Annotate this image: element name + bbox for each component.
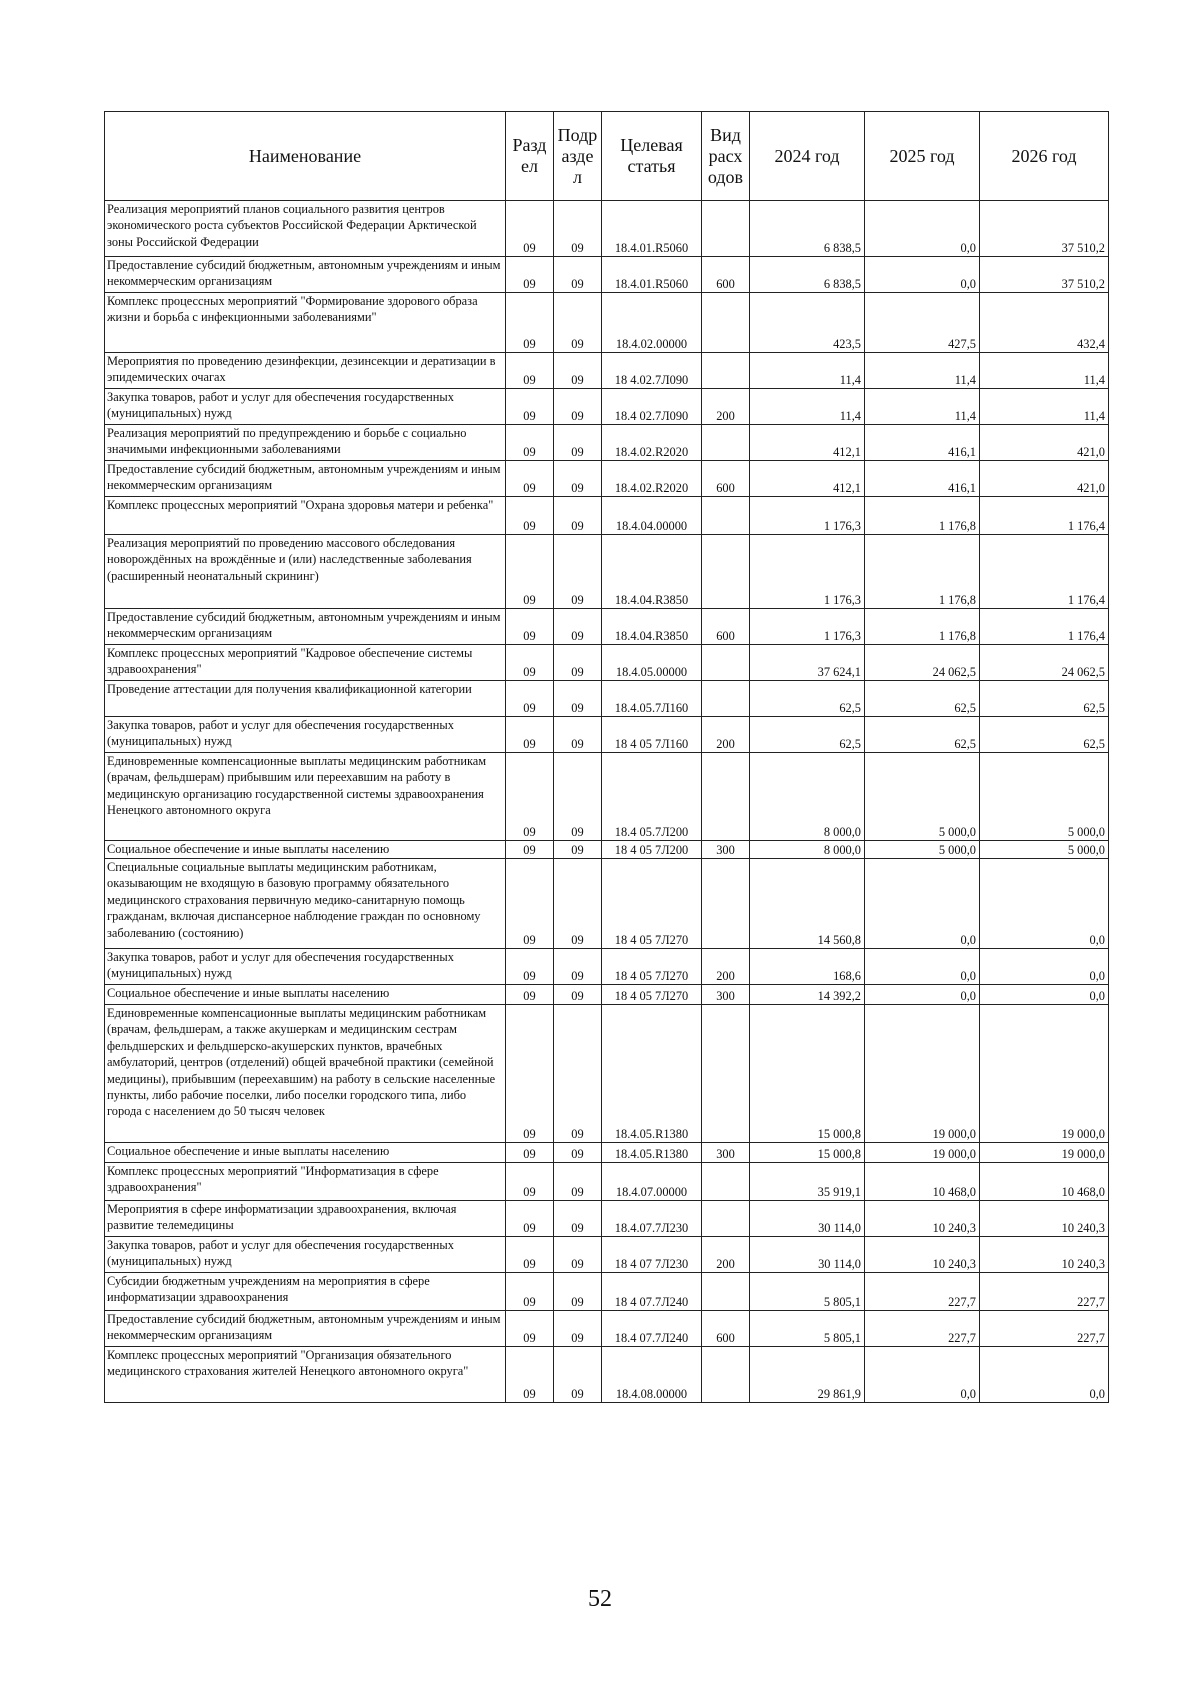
row-expense-type xyxy=(702,535,750,609)
row-expense-type xyxy=(702,1347,750,1403)
row-amount-2024: 1 176,3 xyxy=(750,497,865,535)
row-amount-2024: 15 000,8 xyxy=(750,1005,865,1143)
row-section: 09 xyxy=(506,1163,554,1201)
row-amount-2026: 421,0 xyxy=(980,461,1109,497)
table-row xyxy=(105,497,1109,535)
row-name: Мероприятия в сфере информатизации здравоохранения, включая развитие телемедицины xyxy=(105,1201,506,1237)
row-expense-type: 300 xyxy=(702,1143,750,1163)
row-name: Комплекс процессных мероприятий "Организация обязательного медицинского страхования жителей Ненецкого автономного округа" xyxy=(105,1347,506,1403)
row-expense-type xyxy=(702,425,750,461)
row-amount-2026: 37 510,2 xyxy=(980,201,1109,257)
row-subsection: 09 xyxy=(554,1273,602,1311)
row-amount-2026: 62,5 xyxy=(980,717,1109,753)
row-amount-2026: 24 062,5 xyxy=(980,645,1109,681)
row-target-article: 18 4 05 7Л200 xyxy=(602,841,702,859)
table-row xyxy=(105,717,1109,753)
row-section: 09 xyxy=(506,201,554,257)
row-expense-type: 600 xyxy=(702,257,750,293)
row-amount-2025: 227,7 xyxy=(865,1273,980,1311)
row-amount-2025: 5 000,0 xyxy=(865,753,980,841)
row-amount-2024: 14 560,8 xyxy=(750,859,865,949)
row-expense-type: 600 xyxy=(702,1311,750,1347)
row-target-article: 18 4 07 7Л230 xyxy=(602,1237,702,1273)
row-expense-type xyxy=(702,753,750,841)
row-amount-2024: 37 624,1 xyxy=(750,645,865,681)
row-section: 09 xyxy=(506,645,554,681)
row-expense-type: 600 xyxy=(702,461,750,497)
row-section: 09 xyxy=(506,681,554,717)
row-amount-2024: 30 114,0 xyxy=(750,1201,865,1237)
row-expense-type xyxy=(702,645,750,681)
row-name: Предоставление субсидий бюджетным, автономным учреждениям и иным некоммерческим организациям xyxy=(105,257,506,293)
row-expense-type xyxy=(702,293,750,353)
table-row xyxy=(105,1201,1109,1237)
row-amount-2025: 10 240,3 xyxy=(865,1201,980,1237)
row-section: 09 xyxy=(506,257,554,293)
row-target-article: 18.4 07.7Л240 xyxy=(602,1311,702,1347)
row-name: Предоставление субсидий бюджетным, автономным учреждениям и иным некоммерческим организациям xyxy=(105,609,506,645)
row-target-article: 18.4.01.R5060 xyxy=(602,201,702,257)
row-amount-2026: 11,4 xyxy=(980,389,1109,425)
row-target-article: 18.4.07.00000 xyxy=(602,1163,702,1201)
row-name: Комплекс процессных мероприятий "Формирование здорового образа жизни и борьба с инфекционными заболеваниями" xyxy=(105,293,506,353)
row-amount-2025: 19 000,0 xyxy=(865,1005,980,1143)
row-name: Социальное обеспечение и иные выплаты населению xyxy=(105,985,506,1005)
row-target-article: 18 4 07.7Л240 xyxy=(602,1273,702,1311)
row-amount-2026: 11,4 xyxy=(980,353,1109,389)
row-subsection: 09 xyxy=(554,389,602,425)
row-section: 09 xyxy=(506,1237,554,1273)
row-subsection: 09 xyxy=(554,681,602,717)
row-name: Реализация мероприятий планов социального развития центров экономического роста субъектов Российской Федерации Арктической зоны Российской Федерации xyxy=(105,201,506,257)
row-expense-type xyxy=(702,681,750,717)
row-section: 09 xyxy=(506,461,554,497)
row-amount-2024: 11,4 xyxy=(750,353,865,389)
row-expense-type: 200 xyxy=(702,717,750,753)
row-target-article: 18 4.02.7Л090 xyxy=(602,353,702,389)
row-name: Закупка товаров, работ и услуг для обеспечения государственных (муниципальных) нужд xyxy=(105,389,506,425)
row-section: 09 xyxy=(506,1201,554,1237)
row-expense-type xyxy=(702,497,750,535)
row-amount-2024: 8 000,0 xyxy=(750,841,865,859)
row-amount-2024: 1 176,3 xyxy=(750,535,865,609)
row-amount-2026: 10 468,0 xyxy=(980,1163,1109,1201)
row-amount-2025: 11,4 xyxy=(865,353,980,389)
row-amount-2026: 0,0 xyxy=(980,859,1109,949)
row-expense-type: 300 xyxy=(702,841,750,859)
row-name: Закупка товаров, работ и услуг для обеспечения государственных (муниципальных) нужд xyxy=(105,1237,506,1273)
row-section: 09 xyxy=(506,353,554,389)
row-amount-2024: 15 000,8 xyxy=(750,1143,865,1163)
row-amount-2025: 416,1 xyxy=(865,461,980,497)
row-subsection: 09 xyxy=(554,425,602,461)
row-section: 09 xyxy=(506,293,554,353)
row-amount-2025: 0,0 xyxy=(865,985,980,1005)
row-amount-2025: 10 468,0 xyxy=(865,1163,980,1201)
header-section: Разд ел xyxy=(506,112,554,201)
row-target-article: 18.4.04.R3850 xyxy=(602,535,702,609)
row-amount-2025: 62,5 xyxy=(865,681,980,717)
row-amount-2026: 0,0 xyxy=(980,1347,1109,1403)
row-subsection: 09 xyxy=(554,497,602,535)
row-amount-2024: 168,6 xyxy=(750,949,865,985)
row-target-article: 18.4.02.R2020 xyxy=(602,461,702,497)
budget-table xyxy=(104,111,1109,1403)
row-name: Закупка товаров, работ и услуг для обеспечения государственных (муниципальных) нужд xyxy=(105,717,506,753)
row-amount-2024: 412,1 xyxy=(750,461,865,497)
row-target-article: 18 4 05 7Л270 xyxy=(602,859,702,949)
table-row xyxy=(105,201,1109,257)
row-amount-2024: 62,5 xyxy=(750,717,865,753)
row-amount-2025: 0,0 xyxy=(865,859,980,949)
row-name: Мероприятия по проведению дезинфекции, дезинсекции и дератизации в эпидемических очагах xyxy=(105,353,506,389)
row-amount-2024: 5 805,1 xyxy=(750,1311,865,1347)
row-amount-2024: 8 000,0 xyxy=(750,753,865,841)
row-expense-type: 200 xyxy=(702,1237,750,1273)
row-target-article: 18.4.04.00000 xyxy=(602,497,702,535)
row-subsection: 09 xyxy=(554,841,602,859)
table-row xyxy=(105,1273,1109,1311)
row-target-article: 18 4 05 7Л270 xyxy=(602,949,702,985)
row-amount-2025: 5 000,0 xyxy=(865,841,980,859)
row-amount-2026: 19 000,0 xyxy=(980,1005,1109,1143)
row-expense-type xyxy=(702,353,750,389)
row-amount-2025: 416,1 xyxy=(865,425,980,461)
row-section: 09 xyxy=(506,535,554,609)
header-target-article: Целевая статья xyxy=(602,112,702,201)
header-year-2024: 2024 год xyxy=(750,112,865,201)
row-amount-2024: 14 392,2 xyxy=(750,985,865,1005)
row-target-article: 18.4.05.7Л160 xyxy=(602,681,702,717)
row-section: 09 xyxy=(506,1273,554,1311)
row-amount-2025: 1 176,8 xyxy=(865,535,980,609)
row-subsection: 09 xyxy=(554,1143,602,1163)
table-row xyxy=(105,645,1109,681)
row-name: Субсидии бюджетным учреждениям на мероприятия в сфере информатизации здравоохранения xyxy=(105,1273,506,1311)
row-subsection: 09 xyxy=(554,461,602,497)
row-amount-2025: 0,0 xyxy=(865,201,980,257)
row-section: 09 xyxy=(506,753,554,841)
row-subsection: 09 xyxy=(554,1005,602,1143)
table-row xyxy=(105,257,1109,293)
row-section: 09 xyxy=(506,859,554,949)
table-row xyxy=(105,389,1109,425)
row-section: 09 xyxy=(506,1143,554,1163)
row-amount-2025: 1 176,8 xyxy=(865,497,980,535)
row-expense-type: 600 xyxy=(702,609,750,645)
row-section: 09 xyxy=(506,717,554,753)
table-row xyxy=(105,859,1109,949)
table-row xyxy=(105,425,1109,461)
row-subsection: 09 xyxy=(554,717,602,753)
row-name: Комплекс процессных мероприятий "Информатизация в сфере здравоохранения" xyxy=(105,1163,506,1201)
row-amount-2025: 24 062,5 xyxy=(865,645,980,681)
row-target-article: 18.4.07.7Л230 xyxy=(602,1201,702,1237)
table-header-row xyxy=(105,112,1109,201)
table-row xyxy=(105,1005,1109,1143)
row-amount-2026: 227,7 xyxy=(980,1273,1109,1311)
row-amount-2024: 423,5 xyxy=(750,293,865,353)
row-section: 09 xyxy=(506,609,554,645)
table-row xyxy=(105,293,1109,353)
row-name: Единовременные компенсационные выплаты медицинским работникам (врачам, фельдшерам, а также акушеркам и медицинским сестрам фельдшерских и фельдшерско-акушерских пунктов, врачебных амбулаторий, центров (отделений) общей врачебной практики (семейной медицины), прибывшим (переехавшим) на работу в сельские населенные пункты, либо рабочие поселки, либо поселки городского типа, либо города с населением до 50 тысяч человек xyxy=(105,1005,506,1143)
row-subsection: 09 xyxy=(554,645,602,681)
row-expense-type xyxy=(702,859,750,949)
table-body xyxy=(105,201,1109,1403)
row-expense-type xyxy=(702,1273,750,1311)
row-name: Реализация мероприятий по предупреждению и борьбе с социально значимыми инфекционными заболеваниями xyxy=(105,425,506,461)
table-row xyxy=(105,609,1109,645)
row-target-article: 18.4.05.R1380 xyxy=(602,1005,702,1143)
row-target-article: 18.4.04.R3850 xyxy=(602,609,702,645)
row-expense-type xyxy=(702,1163,750,1201)
row-section: 09 xyxy=(506,841,554,859)
row-amount-2025: 1 176,8 xyxy=(865,609,980,645)
table-row xyxy=(105,535,1109,609)
row-expense-type: 200 xyxy=(702,949,750,985)
row-name: Комплекс процессных мероприятий "Охрана здоровья матери и ребенка" xyxy=(105,497,506,535)
row-name: Закупка товаров, работ и услуг для обеспечения государственных (муниципальных) нужд xyxy=(105,949,506,985)
row-section: 09 xyxy=(506,497,554,535)
row-amount-2024: 6 838,5 xyxy=(750,201,865,257)
row-subsection: 09 xyxy=(554,293,602,353)
table-row xyxy=(105,461,1109,497)
row-amount-2026: 1 176,4 xyxy=(980,497,1109,535)
row-amount-2026: 19 000,0 xyxy=(980,1143,1109,1163)
row-amount-2025: 0,0 xyxy=(865,949,980,985)
table-row xyxy=(105,353,1109,389)
row-amount-2024: 1 176,3 xyxy=(750,609,865,645)
row-name: Предоставление субсидий бюджетным, автономным учреждениям и иным некоммерческим организациям xyxy=(105,461,506,497)
table-row xyxy=(105,1347,1109,1403)
row-subsection: 09 xyxy=(554,1311,602,1347)
row-amount-2025: 0,0 xyxy=(865,1347,980,1403)
row-expense-type: 300 xyxy=(702,985,750,1005)
row-subsection: 09 xyxy=(554,1163,602,1201)
row-amount-2025: 10 240,3 xyxy=(865,1237,980,1273)
row-subsection: 09 xyxy=(554,1237,602,1273)
row-section: 09 xyxy=(506,1005,554,1143)
table-row xyxy=(105,949,1109,985)
row-amount-2024: 6 838,5 xyxy=(750,257,865,293)
row-name: Предоставление субсидий бюджетным, автономным учреждениям и иным некоммерческим организациям xyxy=(105,1311,506,1347)
header-name: Наименование xyxy=(105,112,506,201)
table-row xyxy=(105,1163,1109,1201)
row-amount-2025: 11,4 xyxy=(865,389,980,425)
row-subsection: 09 xyxy=(554,353,602,389)
row-target-article: 18 4 05 7Л270 xyxy=(602,985,702,1005)
row-amount-2025: 227,7 xyxy=(865,1311,980,1347)
row-name: Единовременные компенсационные выплаты медицинским работникам (врачам, фельдшерам) прибывшим или переехавшим на работу в медицинскую организацию государственной системы здравоохранения Ненецкого автономного округа xyxy=(105,753,506,841)
row-amount-2026: 421,0 xyxy=(980,425,1109,461)
row-section: 09 xyxy=(506,985,554,1005)
row-subsection: 09 xyxy=(554,985,602,1005)
row-amount-2026: 62,5 xyxy=(980,681,1109,717)
table-row xyxy=(105,1311,1109,1347)
row-name: Реализация мероприятий по проведению массового обследования новорождённых на врождённые и (или) наследственные заболевания (расширенный неонатальный скрининг) xyxy=(105,535,506,609)
row-subsection: 09 xyxy=(554,535,602,609)
row-amount-2025: 427,5 xyxy=(865,293,980,353)
table-row xyxy=(105,1143,1109,1163)
row-section: 09 xyxy=(506,425,554,461)
row-amount-2024: 62,5 xyxy=(750,681,865,717)
row-subsection: 09 xyxy=(554,609,602,645)
row-amount-2024: 29 861,9 xyxy=(750,1347,865,1403)
row-amount-2026: 37 510,2 xyxy=(980,257,1109,293)
row-section: 09 xyxy=(506,1311,554,1347)
row-amount-2025: 62,5 xyxy=(865,717,980,753)
row-expense-type xyxy=(702,1201,750,1237)
row-name: Специальные социальные выплаты медицинским работникам, оказывающим не входящую в базовую программу обязательного медицинского страхования первичную медико-санитарную помощь гражданам, включая диспансерное наблюдение граждан по основному заболеванию (состоянию) xyxy=(105,859,506,949)
row-amount-2025: 0,0 xyxy=(865,257,980,293)
table-row xyxy=(105,985,1109,1005)
row-subsection: 09 xyxy=(554,949,602,985)
row-amount-2026: 5 000,0 xyxy=(980,841,1109,859)
row-amount-2024: 5 805,1 xyxy=(750,1273,865,1311)
row-amount-2026: 0,0 xyxy=(980,949,1109,985)
table-row xyxy=(105,681,1109,717)
row-target-article: 18.4.01.R5060 xyxy=(602,257,702,293)
row-section: 09 xyxy=(506,1347,554,1403)
row-amount-2024: 35 919,1 xyxy=(750,1163,865,1201)
row-expense-type xyxy=(702,1005,750,1143)
row-target-article: 18.4.02.00000 xyxy=(602,293,702,353)
row-target-article: 18.4.05.00000 xyxy=(602,645,702,681)
page-number: 52 xyxy=(588,1586,612,1612)
row-subsection: 09 xyxy=(554,753,602,841)
row-amount-2026: 10 240,3 xyxy=(980,1201,1109,1237)
row-subsection: 09 xyxy=(554,201,602,257)
row-name: Социальное обеспечение и иные выплаты населению xyxy=(105,1143,506,1163)
row-expense-type xyxy=(702,201,750,257)
row-amount-2024: 412,1 xyxy=(750,425,865,461)
row-amount-2025: 19 000,0 xyxy=(865,1143,980,1163)
row-section: 09 xyxy=(506,389,554,425)
row-target-article: 18 4 05 7Л160 xyxy=(602,717,702,753)
header-subsection: Подр азде л xyxy=(554,112,602,201)
row-name: Социальное обеспечение и иные выплаты населению xyxy=(105,841,506,859)
row-subsection: 09 xyxy=(554,257,602,293)
row-subsection: 09 xyxy=(554,859,602,949)
row-subsection: 09 xyxy=(554,1201,602,1237)
row-amount-2026: 10 240,3 xyxy=(980,1237,1109,1273)
row-amount-2026: 227,7 xyxy=(980,1311,1109,1347)
row-amount-2026: 0,0 xyxy=(980,985,1109,1005)
row-amount-2026: 1 176,4 xyxy=(980,535,1109,609)
row-target-article: 18.4 02.7Л090 xyxy=(602,389,702,425)
header-expense-type: Вид расх одов xyxy=(702,112,750,201)
table-row xyxy=(105,1237,1109,1273)
row-target-article: 18.4.02.R2020 xyxy=(602,425,702,461)
row-amount-2026: 5 000,0 xyxy=(980,753,1109,841)
header-year-2025: 2025 год xyxy=(865,112,980,201)
table-row xyxy=(105,841,1109,859)
row-section: 09 xyxy=(506,949,554,985)
row-target-article: 18.4.05.R1380 xyxy=(602,1143,702,1163)
row-name: Комплекс процессных мероприятий "Кадровое обеспечение системы здравоохранения" xyxy=(105,645,506,681)
row-subsection: 09 xyxy=(554,1347,602,1403)
table-row xyxy=(105,753,1109,841)
row-amount-2024: 11,4 xyxy=(750,389,865,425)
row-target-article: 18.4.08.00000 xyxy=(602,1347,702,1403)
header-year-2026: 2026 год xyxy=(980,112,1109,201)
row-expense-type: 200 xyxy=(702,389,750,425)
row-target-article: 18.4 05.7Л200 xyxy=(602,753,702,841)
row-name: Проведение аттестации для получения квалификационной категории xyxy=(105,681,506,717)
row-amount-2026: 1 176,4 xyxy=(980,609,1109,645)
row-amount-2026: 432,4 xyxy=(980,293,1109,353)
row-amount-2024: 30 114,0 xyxy=(750,1237,865,1273)
